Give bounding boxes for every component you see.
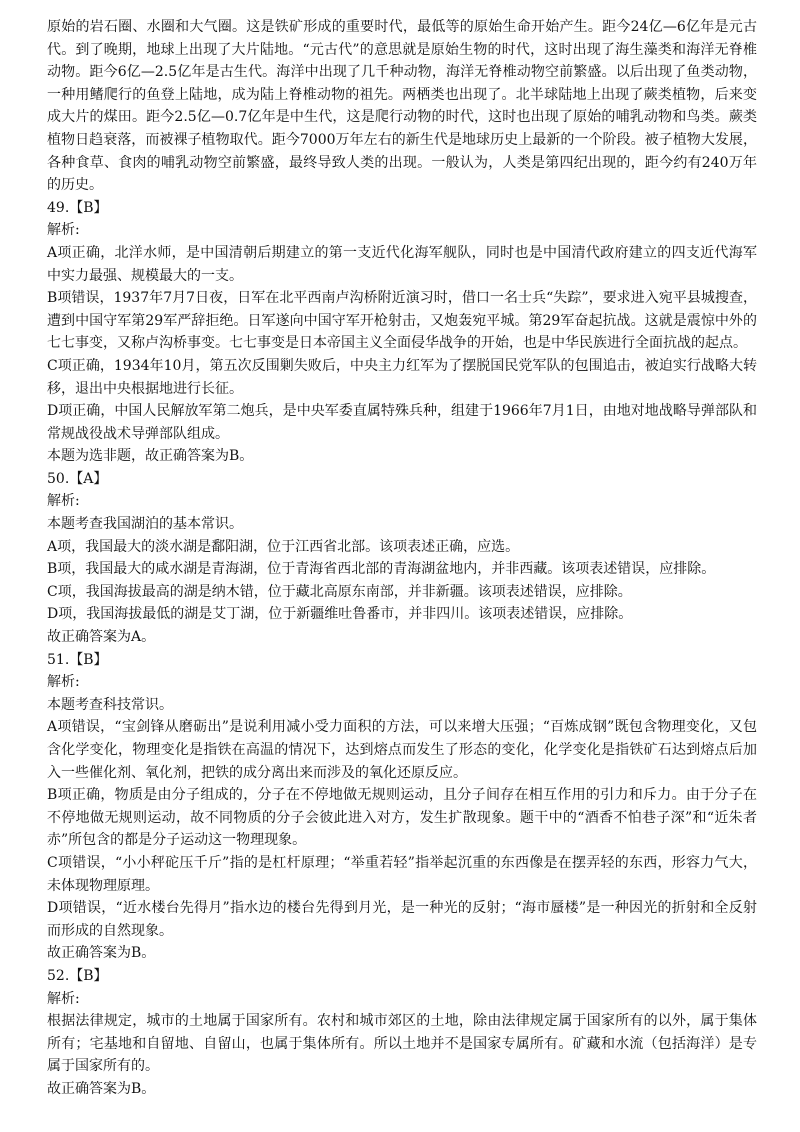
q49-option-d: D项正确，中国人民解放军第二炮兵，是中央军委直属特殊兵种，组建于1966年7月1日，由地对地战略导弹部队和常规战役战术导弹部队组成。 [47, 403, 757, 442]
q50-option-c: C项，我国海拔最高的湖是纳木错，位于藏北高原东南部，并非新疆。该项表述错误，应排除。 [47, 583, 632, 600]
q49-heading: 49.【B】 [47, 199, 108, 216]
q49-option-c: C项正确，1934年10月，第五次反围剿失败后，中央主力红军为了摆脱国民党军队的包围追击，被迫实行战略大转移，退出中央根据地进行长征。 [47, 357, 757, 397]
q51-option-a: A项错误，“宝剑锋从磨砺出”是说利用减小受力面积的方法，可以来增大压强；“百炼成钢”既包含物理变化，又包含化学变化，物理变化是指铁在高温的情况下，达到熔点而发生了形态的变化，化学变化是指铁矿石达到熔点后加入一些催化剂、氧化剂，把铁的成分离出来而涉及的氧化还原反应。 [47, 719, 757, 781]
q50-option-a: A项，我国最大的淡水湖是鄱阳湖，位于江西省北部。该项表述正确，应选。 [47, 538, 520, 555]
q51-heading: 51.【B】 [47, 651, 108, 668]
document-page [47, 16, 757, 1101]
q51-answer: 故正确答案为B。 [47, 945, 156, 962]
q52-answer: 故正确答案为B。 [47, 1080, 156, 1097]
q50-heading: 50.【A】 [47, 470, 108, 487]
q50-analysis-label: 解析: [47, 493, 80, 510]
q51-topic: 本题考查科技常识。 [47, 696, 173, 713]
q49-option-b: B项错误，1937年7月7日夜，日军在北平西南卢沟桥附近演习时，借口一名士兵“失踪”，要求进入宛平县城搜查，遭到中国守军第29军严辞拒绝。日军遂向中国守军开枪射击，又炮轰宛平城。第29军奋起抗战。这就是震惊中外的七七事变，又称卢沟桥事变。七七事变是日本帝国主义全面侵华战争的开始，也是中华民族进行全面抗战的起点。 [47, 290, 757, 352]
q51-option-d: D项错误，“近水楼台先得月”指水边的楼台先得到月光，是一种光的反射；“海市蜃楼”是一种因光的折射和全反射而形成的自然现象。 [47, 900, 757, 939]
q51-option-c: C项错误，“小小秤砣压千斤”指的是杠杆原理；“举重若轻”指举起沉重的东西像是在摆弄轻的东西，形容力气大，未体现物理原理。 [47, 854, 757, 894]
q50-topic: 本题考查我国湖泊的基本常识。 [47, 516, 243, 533]
intro-paragraph: 原始的岩石圈、水圈和大气圈。这是铁矿形成的重要时代，最低等的原始生命开始产生。距今24亿—6亿年是元古代。到了晚期，地球上出现了大片陆地。“元古代”的意思就是原始生物的时代，这时出现了海生藻类和海洋无脊椎动物。距今6亿—2.5亿年是古生代。海洋中出现了几千种动物，海洋无脊椎动物空前繁盛。以后出现了鱼类动物，一种用鳍爬行的鱼登上陆地，成为陆上脊椎动物的祖先。两栖类也出现了。北半球陆地上出现了蕨类植物，后来变成大片的煤田。距今2.5亿—0.7亿年是中生代，这是爬行动物的时代，这时也出现了原始的哺乳动物和鸟类。蕨类植物日趋衰落，而被裸子植物取代。距今7000万年左右的新生代是地球历史上最新的一个阶段。被子植物大发展，各种食草、食肉的哺乳动物空前繁盛，最终导致人类的出现。一般认为，人类是第四纪出现的，距今约有240万年的历史。 [47, 19, 757, 194]
q50-option-b: B项，我国最大的咸水湖是青海湖，位于青海省西北部的青海湖盆地内，并非西藏。该项表述错误，应排除。 [47, 561, 716, 578]
q49-answer: 本题为选非题，故正确答案为B。 [47, 448, 254, 465]
q50-option-d: D项，我国海拔最低的湖是艾丁湖，位于新疆维吐鲁番市，并非四川。该项表述错误，应排除。 [47, 606, 633, 623]
q52-analysis-label: 解析: [47, 990, 80, 1007]
q50-answer: 故正确答案为A。 [47, 629, 156, 646]
q49-option-a: A项正确，北洋水师，是中国清朝后期建立的第一支近代化海军舰队，同时也是中国清代政府建立的四支近代海军中实力最强、规模最大的一支。 [47, 244, 757, 284]
q52-body: 根据法律规定，城市的土地属于国家所有。农村和城市郊区的土地，除由法律规定属于国家所有的以外，属于集体所有；宅基地和自留地、自留山，也属于集体所有。所以土地并不是国家专属所有。矿藏和水流（包括海洋）是专属于国家所有的。 [47, 1013, 757, 1075]
q52-heading: 52.【B】 [47, 967, 108, 984]
q51-analysis-label: 解析: [47, 674, 80, 691]
q51-option-b: B项正确，物质是由分子组成的，分子在不停地做无规则运动，且分子间存在相互作用的引力和斥力。由于分子在不停地做无规则运动，故不同物质的分子会彼此进入对方，发生扩散现象。题干中的“酒香不怕巷子深”和“近朱者赤”所包含的都是分子运动这一物理现象。 [47, 787, 757, 849]
q49-analysis-label: 解析: [47, 222, 80, 239]
